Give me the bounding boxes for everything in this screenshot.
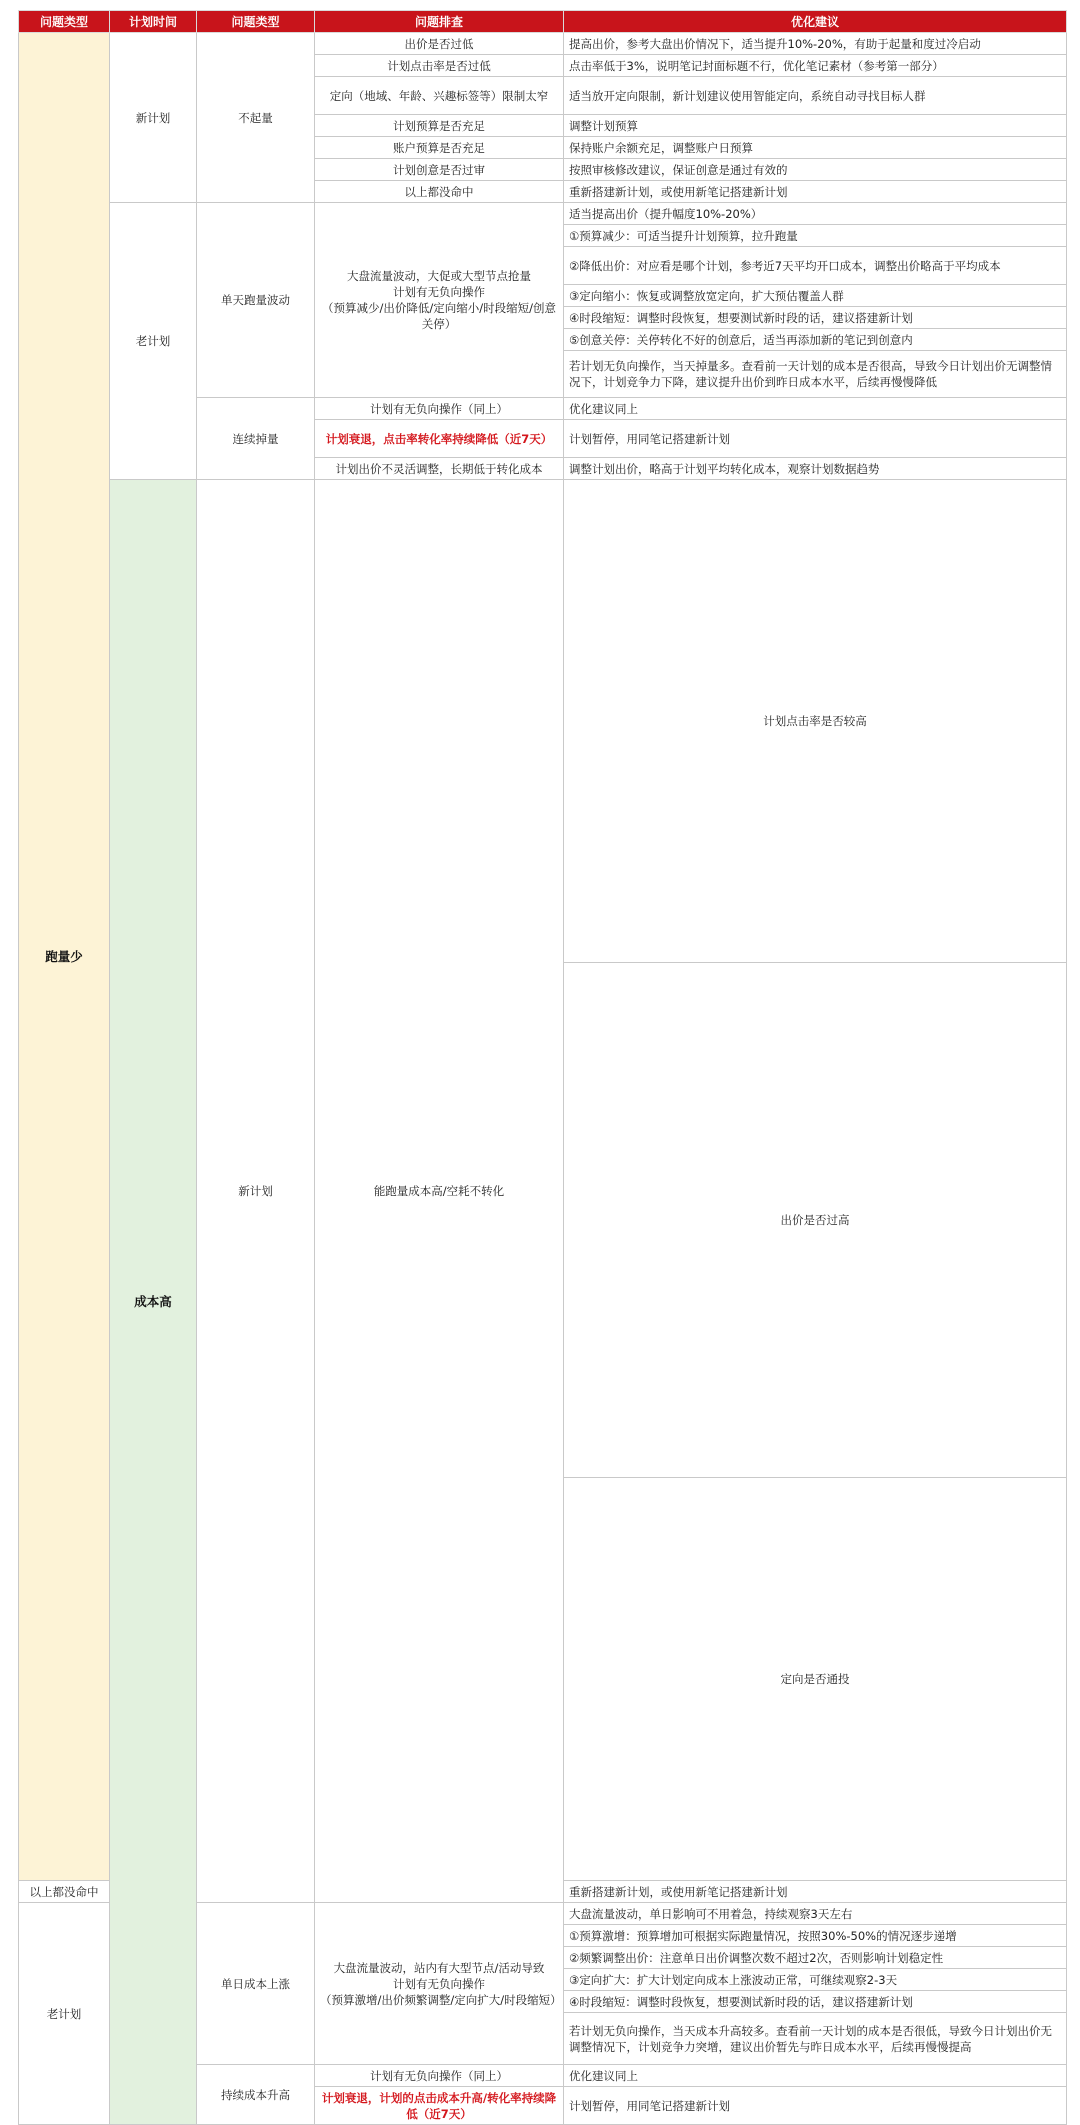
header-col-problem-type: 问题类型	[197, 11, 315, 33]
optimization-table	[18, 10, 1067, 2125]
problem-type-cell: 能跑量成本高/空耗不转化	[315, 480, 564, 1903]
check-line: （预算激增/出价频繁调整/定向扩大/时段缩短）	[320, 1992, 562, 2007]
header-col-plan-time: 计划时间	[110, 11, 197, 33]
problem-type-cell: 持续成本升高	[197, 2065, 315, 2125]
check-line: 大盘流量波动，站内有大型节点/活动导致	[333, 1960, 545, 1975]
check-cell: 计划点击率是否过低	[315, 55, 564, 77]
check-line: 计划有无负向操作	[393, 1976, 485, 1991]
problem-type-cell: 单天跑量波动	[197, 203, 315, 398]
check-cell: 计划创意是否过审	[315, 159, 564, 181]
header-col-category: 问题类型	[19, 11, 110, 33]
check-cell: 计划有无负向操作（同上）	[315, 2065, 564, 2087]
advice-cell: 适当提高出价（提升幅度10%-20%）	[564, 203, 1067, 225]
advice-cell: 提高出价，参考大盘出价情况下，适当提升10%-20%，有助于起量和度过冷启动	[564, 33, 1067, 55]
plan-time-cell: 新计划	[197, 480, 315, 1903]
check-merged-cell	[315, 1903, 564, 2065]
advice-cell: 保持账户余额充足，调整账户日预算	[564, 137, 1067, 159]
check-cell: 以上都没命中	[19, 1881, 110, 1903]
plan-time-cell: 老计划	[19, 1903, 110, 2125]
advice-cell: 重新搭建新计划，或使用新笔记搭建新计划	[564, 1881, 1067, 1903]
advice-cell: ②降低出价：对应看是哪个计划，参考近7天平均开口成本，调整出价略高于平均成本	[564, 247, 1067, 285]
problem-type-cell: 不起量	[197, 33, 315, 203]
advice-cell: ③定向缩小：恢复或调整放宽定向，扩大预估覆盖人群	[564, 285, 1067, 307]
advice-cell: ①预算激增：预算增加可根据实际跑量情况，按照30%-50%的情况逐步递增	[564, 1925, 1067, 1947]
check-cell-highlight: 计划衰退，点击率转化率持续降低（近7天）	[315, 420, 564, 458]
advice-cell: ①预算减少：可适当提升计划预算，拉升跑量	[564, 225, 1067, 247]
table-row	[19, 480, 1067, 963]
advice-cell: 调整计划预算	[564, 115, 1067, 137]
header-row	[19, 11, 1067, 33]
check-cell: 计划点击率是否较高	[564, 480, 1067, 963]
check-line: 大盘流量波动，大促或大型节点抢量	[347, 269, 531, 283]
advice-cell: 计划暂停，用同笔记搭建新计划	[564, 2087, 1067, 2125]
check-cell: 计划有无负向操作（同上）	[315, 398, 564, 420]
check-cell: 以上都没命中	[315, 181, 564, 203]
advice-cell: ⑤创意关停：关停转化不好的创意后，适当再添加新的笔记到创意内	[564, 329, 1067, 351]
advice-cell: 若计划无负向操作，当天掉量多。查看前一天计划的成本是否很高，导致今日计划出价无调整情况下，计划竞争力下降，建议提升出价到昨日成本水平，后续再慢慢降低	[564, 351, 1067, 398]
check-line: 计划有无负向操作	[393, 285, 485, 299]
check-cell: 账户预算是否充足	[315, 137, 564, 159]
header-col-check: 问题排查	[315, 11, 564, 33]
advice-cell: 大盘流量波动，单日影响可不用着急，持续观察3天左右	[564, 1903, 1067, 1925]
advice-cell: 按照审核修改建议，保证创意是通过有效的	[564, 159, 1067, 181]
plan-time-cell: 新计划	[110, 33, 197, 203]
problem-type-cell: 连续掉量	[197, 398, 315, 480]
advice-cell: ②频繁调整出价：注意单日出价调整次数不超过2次，否则影响计划稳定性	[564, 1947, 1067, 1969]
table-row	[19, 33, 1067, 55]
advice-cell: 计划暂停，用同笔记搭建新计划	[564, 420, 1067, 458]
header-col-advice: 优化建议	[564, 11, 1067, 33]
advice-cell: 重新搭建新计划，或使用新笔记搭建新计划	[564, 181, 1067, 203]
advice-cell: 调整计划出价，略高于计划平均转化成本，观察计划数据趋势	[564, 458, 1067, 480]
category-cell: 跑量少	[19, 33, 110, 1881]
check-cell: 计划出价不灵活调整，长期低于转化成本	[315, 458, 564, 480]
check-cell: 定向（地域、年龄、兴趣标签等）限制太窄	[315, 77, 564, 115]
advice-cell: 适当放开定向限制，新计划建议使用智能定向，系统自动寻找目标人群	[564, 77, 1067, 115]
advice-cell: ④时段缩短：调整时段恢复，想要测试新时段的话，建议搭建新计划	[564, 1991, 1067, 2013]
check-cell-highlight: 计划衰退，计划的点击成本升高/转化率持续降低（近7天）	[315, 2087, 564, 2125]
advice-cell: 若计划无负向操作，当天成本升高较多。查看前一天计划的成本是否很低，导致今日计划出价无调整情况下，计划竞争力突增，建议出价暂先与昨日成本水平，后续再慢慢提高	[564, 2013, 1067, 2065]
check-merged-cell	[315, 203, 564, 398]
check-line: （预算减少/出价降低/定向缩小/时段缩短/创意关停）	[322, 301, 556, 331]
check-cell: 出价是否过高	[564, 963, 1067, 1478]
advice-cell: ④时段缩短：调整时段恢复，想要测试新时段的话，建议搭建新计划	[564, 307, 1067, 329]
check-cell: 计划预算是否充足	[315, 115, 564, 137]
advice-cell: 点击率低于3%，说明笔记封面标题不行，优化笔记素材（参考第一部分）	[564, 55, 1067, 77]
plan-time-cell: 老计划	[110, 203, 197, 480]
table-row	[19, 203, 1067, 225]
check-cell: 定向是否通投	[564, 1478, 1067, 1881]
advice-cell: 优化建议同上	[564, 398, 1067, 420]
category-cell: 成本高	[110, 480, 197, 2125]
advice-cell: 优化建议同上	[564, 2065, 1067, 2087]
check-cell: 出价是否过低	[315, 33, 564, 55]
advice-cell: ③定向扩大：扩大计划定向成本上涨波动正常，可继续观察2-3天	[564, 1969, 1067, 1991]
problem-type-cell: 单日成本上涨	[197, 1903, 315, 2065]
